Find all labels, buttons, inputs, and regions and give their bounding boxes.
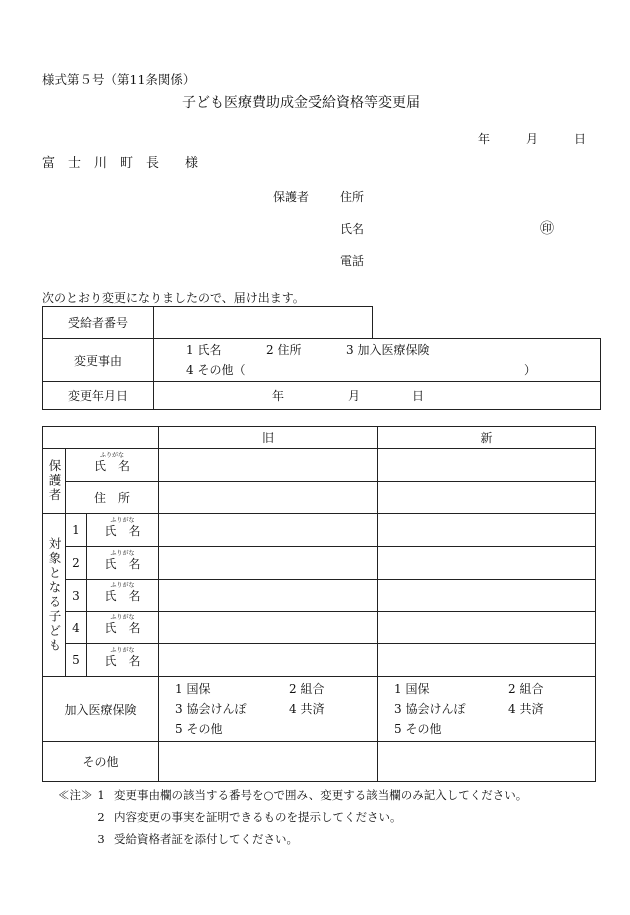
notes-block xyxy=(58,784,527,850)
note-text: 内容変更の事実を証明できるものを提示してください。 xyxy=(114,810,402,824)
child-name-text: 氏 名 xyxy=(104,653,141,668)
reason-option-name[interactable]: 1 氏名 xyxy=(186,343,222,357)
guardian-group-text: 保護者 xyxy=(47,459,62,503)
child-name-ruby: ふりがな xyxy=(110,516,135,524)
child-name-old[interactable] xyxy=(159,514,378,547)
ins-new-kyokai[interactable]: 3 協会けんぽ xyxy=(394,702,466,716)
guardian-address-old[interactable] xyxy=(159,482,378,514)
other-old[interactable] xyxy=(159,742,378,782)
insurance-old-options[interactable] xyxy=(159,677,378,742)
change-date-month: 月 xyxy=(348,389,361,403)
child-name-text: 氏 名 xyxy=(104,556,141,571)
child-name-label xyxy=(87,612,159,644)
guardian-name-label: 氏名 xyxy=(340,222,365,236)
new-column-header: 新 xyxy=(378,427,596,449)
children-group-text: 対象となる子ども xyxy=(47,537,62,653)
reason-option-address[interactable]: 2 住所 xyxy=(266,343,302,357)
main-form-table xyxy=(42,426,596,782)
child-name-label xyxy=(87,580,159,612)
reason-option-other[interactable]: 4 その他（ xyxy=(186,363,246,377)
form-title: 子ども医療費助成金受給資格等変更届 xyxy=(182,95,420,111)
child-name-new[interactable] xyxy=(378,644,596,677)
child-number: 1 xyxy=(66,514,87,547)
guardian-group-label xyxy=(43,449,66,514)
ins-old-kyosai[interactable]: 4 共済 xyxy=(289,702,325,716)
ins-old-kumiai[interactable]: 2 組合 xyxy=(289,682,325,696)
ins-new-other[interactable]: 5 その他 xyxy=(394,722,442,736)
guardian-name-old[interactable] xyxy=(159,449,378,482)
child-name-new[interactable] xyxy=(378,612,596,644)
old-column-header: 旧 xyxy=(159,427,378,449)
child-name-old[interactable] xyxy=(159,580,378,612)
guardian-name-new[interactable] xyxy=(378,449,596,482)
guardian-address-label: 住所 xyxy=(340,190,365,204)
change-reason-label: 変更事由 xyxy=(43,339,154,382)
ins-new-kumiai[interactable]: 2 組合 xyxy=(508,682,544,696)
note-text: 受給資格者証を添付してください。 xyxy=(114,832,298,846)
ins-new-kokuho[interactable]: 1 国保 xyxy=(394,682,430,696)
ins-old-other[interactable]: 5 その他 xyxy=(175,722,223,736)
insurance-new-options[interactable] xyxy=(378,677,596,742)
reason-other-close: ） xyxy=(524,363,537,377)
addressee: 富 士 川 町 長 様 xyxy=(42,156,199,171)
recipient-number-field[interactable] xyxy=(154,307,373,339)
intro-text: 次のとおり変更になりましたので、届け出ます。 xyxy=(42,291,305,305)
guardian-name-text: 氏 名 xyxy=(93,458,130,473)
top-form-table xyxy=(42,306,601,410)
guardian-name-row-label xyxy=(66,449,159,482)
child-name-old[interactable] xyxy=(159,612,378,644)
child-number: 2 xyxy=(66,547,87,580)
child-name-label xyxy=(87,547,159,580)
reason-option-insurance[interactable]: 3 加入医療保険 xyxy=(346,343,430,357)
insurance-label: 加入医療保険 xyxy=(43,677,159,742)
note-item xyxy=(58,828,527,850)
child-number: 3 xyxy=(66,580,87,612)
child-number: 5 xyxy=(66,644,87,677)
child-name-new[interactable] xyxy=(378,580,596,612)
guardian-role: 保護者 xyxy=(273,190,310,204)
form-number: 様式第５号（第11条関係） xyxy=(42,72,196,87)
child-name-old[interactable] xyxy=(159,644,378,677)
change-date-day: 日 xyxy=(412,389,425,403)
seal-mark: ㊞ xyxy=(540,221,554,237)
date-day-label: 日 xyxy=(574,132,587,146)
child-name-ruby: ふりがな xyxy=(110,582,135,589)
child-name-new[interactable] xyxy=(378,514,596,547)
guardian-address-row-label: 住 所 xyxy=(66,482,159,514)
note-item xyxy=(58,784,527,806)
children-group-label xyxy=(43,514,66,677)
child-name-ruby: ふりがな xyxy=(110,646,135,654)
note-text: 変更事由欄の該当する番号を○で囲み、変更する該当欄のみ記入してください。 xyxy=(114,788,528,802)
note-number: 3 xyxy=(97,832,105,846)
change-reason-options[interactable] xyxy=(154,339,601,382)
other-row-label: その他 xyxy=(43,742,159,782)
note-number: 1 xyxy=(97,788,105,802)
child-name-label xyxy=(87,644,159,677)
ins-new-kyosai[interactable]: 4 共済 xyxy=(508,702,544,716)
change-date-label: 変更年月日 xyxy=(43,382,154,410)
note-item xyxy=(58,806,527,828)
child-name-old[interactable] xyxy=(159,547,378,580)
child-name-text: 氏 名 xyxy=(104,589,141,603)
notes-prefix: ≪注≫ xyxy=(58,788,93,802)
child-name-label xyxy=(87,514,159,547)
child-name-ruby: ふりがな xyxy=(110,614,135,621)
note-number: 2 xyxy=(97,810,105,824)
recipient-number-label: 受給者番号 xyxy=(43,307,154,339)
child-number: 4 xyxy=(66,612,87,644)
guardian-phone-label: 電話 xyxy=(340,254,365,268)
change-date-year: 年 xyxy=(272,389,285,403)
date-year-label: 年 xyxy=(478,132,491,146)
ins-old-kokuho[interactable]: 1 国保 xyxy=(175,682,211,696)
change-date-field[interactable] xyxy=(154,382,601,410)
child-name-new[interactable] xyxy=(378,547,596,580)
child-name-ruby: ふりがな xyxy=(110,549,135,557)
child-name-text: 氏 名 xyxy=(104,523,141,538)
ins-old-kyokai[interactable]: 3 協会けんぽ xyxy=(175,702,247,716)
guardian-address-new[interactable] xyxy=(378,482,596,514)
guardian-name-ruby: ふりがな xyxy=(99,451,124,459)
date-month-label: 月 xyxy=(526,132,539,146)
child-name-text: 氏 名 xyxy=(104,621,141,635)
other-new[interactable] xyxy=(378,742,596,782)
